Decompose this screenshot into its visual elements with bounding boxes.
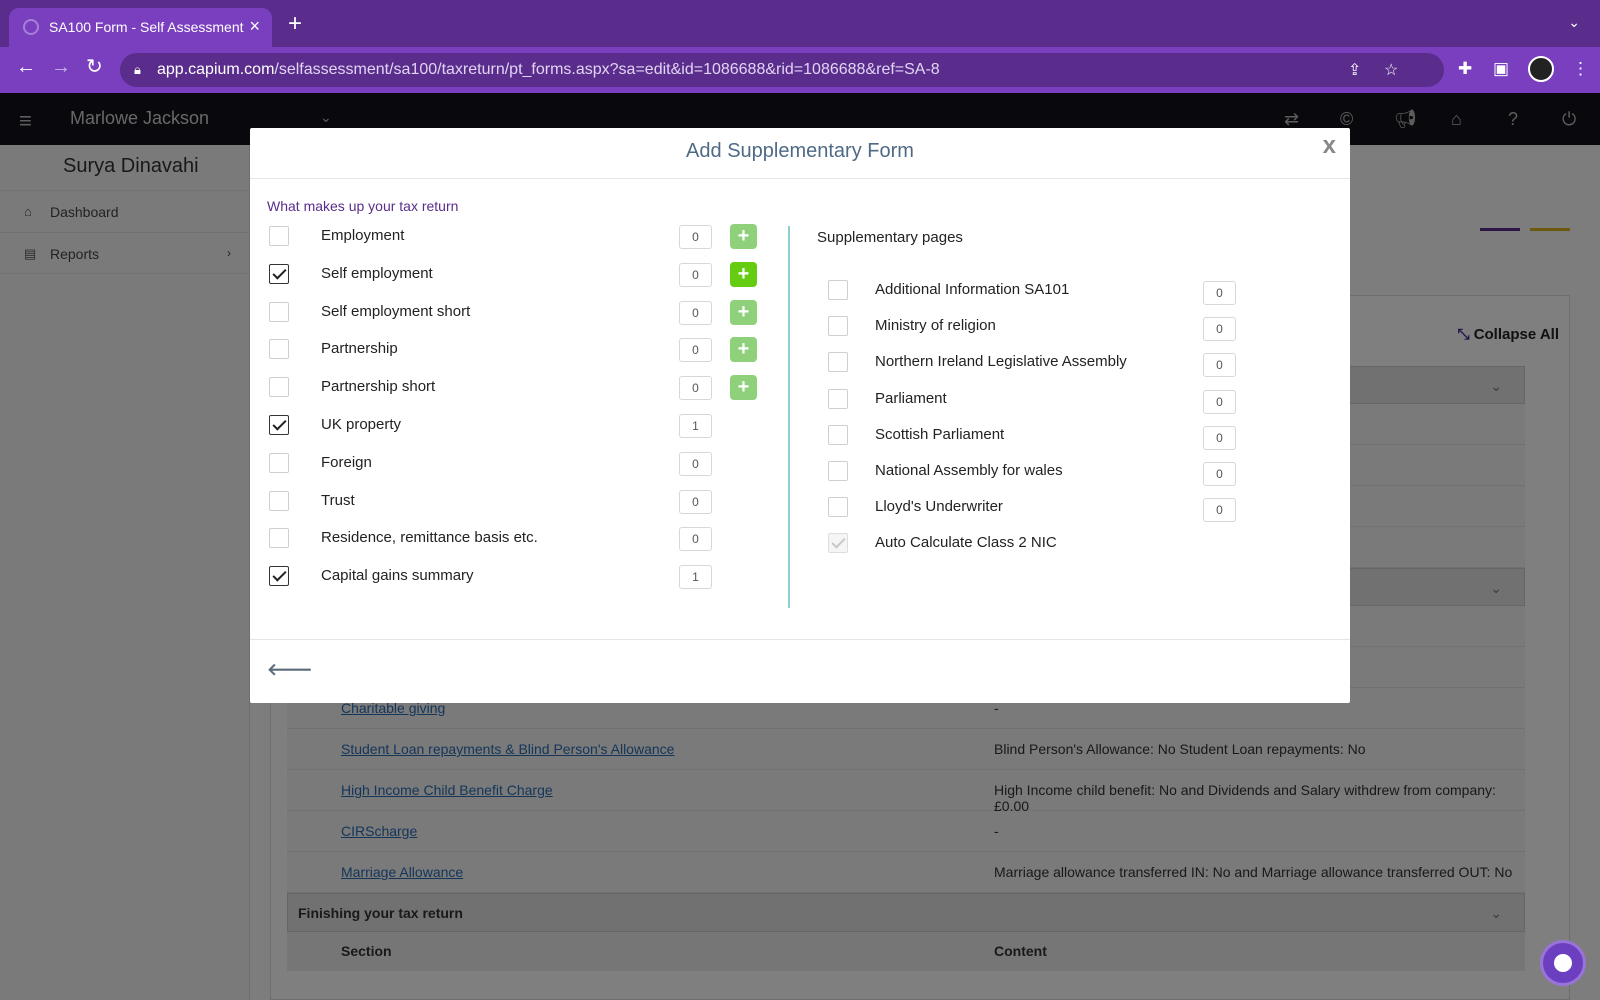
supplementary-checkbox[interactable] [828,352,848,372]
form-checkbox[interactable] [269,415,289,435]
supplementary-checkbox[interactable] [828,425,848,445]
form-label: Self employment short [321,303,471,320]
lock-icon: 🔒︎ [134,62,141,77]
form-label: Self employment [321,265,433,282]
form-checkbox[interactable] [269,566,289,586]
supplementary-row [828,280,1288,310]
supplementary-count-input[interactable]: 0 [1203,353,1236,377]
bookmark-star-icon[interactable]: ☆ [1384,62,1399,79]
tab-list-chevron-icon[interactable]: ⌄ [1568,14,1580,30]
form-checkbox[interactable] [269,453,289,473]
supplementary-label: Northern Ireland Legislative Assembly [875,353,1127,370]
supplementary-label: Parliament [875,390,947,407]
form-label: Residence, remittance basis etc. [321,529,538,546]
form-label: Partnership short [321,378,436,395]
form-row [269,226,769,256]
form-label: Employment [321,227,405,244]
add-plus-icon[interactable]: + [730,300,757,325]
form-checkbox[interactable] [269,264,289,284]
form-count-input[interactable]: 0 [679,301,712,325]
supplementary-count-input[interactable]: 0 [1203,498,1236,522]
supplementary-row [828,533,1288,563]
column-divider [788,226,790,608]
form-count-input[interactable]: 0 [679,376,712,400]
form-checkbox[interactable] [269,226,289,246]
form-count-input[interactable]: 0 [679,452,712,476]
form-checkbox[interactable] [269,339,289,359]
url-path: /selfassessment/sa100/taxreturn/pt_forms.aspx?sa=edit&id=1086688&rid=1086688&ref=SA-8 [274,61,940,78]
form-row [269,339,769,369]
close-icon[interactable]: x [1322,132,1336,159]
form-row [269,528,769,558]
form-count-input[interactable]: 0 [679,527,712,551]
supplementary-count-input[interactable]: 0 [1203,462,1236,486]
supplementary-count-input[interactable]: 0 [1203,281,1236,305]
profile-avatar[interactable] [1528,56,1554,82]
tab-close-icon[interactable]: × [249,16,260,36]
supplementary-row [828,425,1288,455]
supplementary-label: Lloyd's Underwriter [875,498,1003,515]
form-label: Trust [321,492,355,509]
form-checkbox[interactable] [269,491,289,511]
back-arrow-icon[interactable]: ← [16,56,36,78]
supplementary-checkbox[interactable] [828,497,848,517]
chat-icon [1554,954,1572,972]
favicon-icon [23,19,39,35]
extensions-icon[interactable]: ✚ [1458,59,1473,78]
modal-header [250,128,1350,179]
supplementary-label: Ministry of religion [875,317,996,334]
form-count-input[interactable]: 0 [679,263,712,287]
form-count-input[interactable]: 0 [679,338,712,362]
supplementary-checkbox[interactable] [828,280,848,300]
modal-footer [250,639,1350,703]
form-count-input[interactable]: 0 [679,225,712,249]
browser-tab-bar [0,0,1600,47]
share-icon[interactable]: ⇪ [1348,62,1362,79]
back-arrow-icon[interactable]: 🡐 [267,660,313,679]
left-section-heading: What makes up your tax return [267,198,459,214]
supplementary-row [828,352,1288,382]
form-count-input[interactable]: 1 [679,565,712,589]
chat-widget-button[interactable] [1540,940,1586,986]
add-plus-icon[interactable]: + [730,337,757,362]
form-checkbox[interactable] [269,377,289,397]
add-plus-icon[interactable]: + [730,262,757,287]
form-count-input[interactable]: 0 [679,490,712,514]
form-row [269,415,769,445]
supplementary-count-input[interactable]: 0 [1203,426,1236,450]
form-label: Foreign [321,454,372,471]
supplementary-label: National Assembly for wales [875,462,1063,479]
supplementary-checkbox[interactable] [828,316,848,336]
supplementary-row [828,497,1288,527]
form-checkbox[interactable] [269,302,289,322]
new-tab-icon[interactable]: + [288,10,303,37]
add-plus-icon[interactable]: + [730,224,757,249]
supplementary-checkbox[interactable] [828,389,848,409]
url-host: app.capium.com [157,61,275,78]
supplementary-checkbox [828,533,848,553]
supplementary-label: Scottish Parliament [875,426,1005,443]
side-panel-icon[interactable]: ▣ [1493,59,1510,78]
forward-arrow-icon[interactable]: → [51,56,71,78]
supplementary-checkbox[interactable] [828,461,848,481]
supplementary-row [828,389,1288,419]
supplementary-count-input[interactable]: 0 [1203,390,1236,414]
browser-menu-icon[interactable]: ⋮ [1572,59,1589,78]
modal-title: Add Supplementary Form [686,140,914,162]
address-toolbar [0,47,1600,93]
form-row [269,566,769,596]
form-label: Capital gains summary [321,567,474,584]
form-row [269,491,769,521]
form-row [269,302,769,332]
supplementary-row [828,461,1288,491]
form-row [269,377,769,407]
form-label: UK property [321,416,402,433]
url-bar[interactable] [120,53,1444,87]
add-plus-icon[interactable]: + [730,375,757,400]
form-label: Partnership [321,340,398,357]
supplementary-count-input[interactable]: 0 [1203,317,1236,341]
add-supplementary-form-modal [250,128,1350,703]
form-count-input[interactable]: 1 [679,414,712,438]
tab-title: SA100 Form - Self Assessment [49,19,244,35]
reload-icon[interactable]: ↻ [86,56,103,78]
form-checkbox[interactable] [269,528,289,548]
form-row [269,264,769,294]
supplementary-label: Additional Information SA101 [875,281,1070,298]
supplementary-label: Auto Calculate Class 2 NIC [875,534,1057,551]
right-section-heading: Supplementary pages [817,229,963,246]
browser-tab[interactable] [9,8,272,47]
form-row [269,453,769,483]
supplementary-row [828,316,1288,346]
